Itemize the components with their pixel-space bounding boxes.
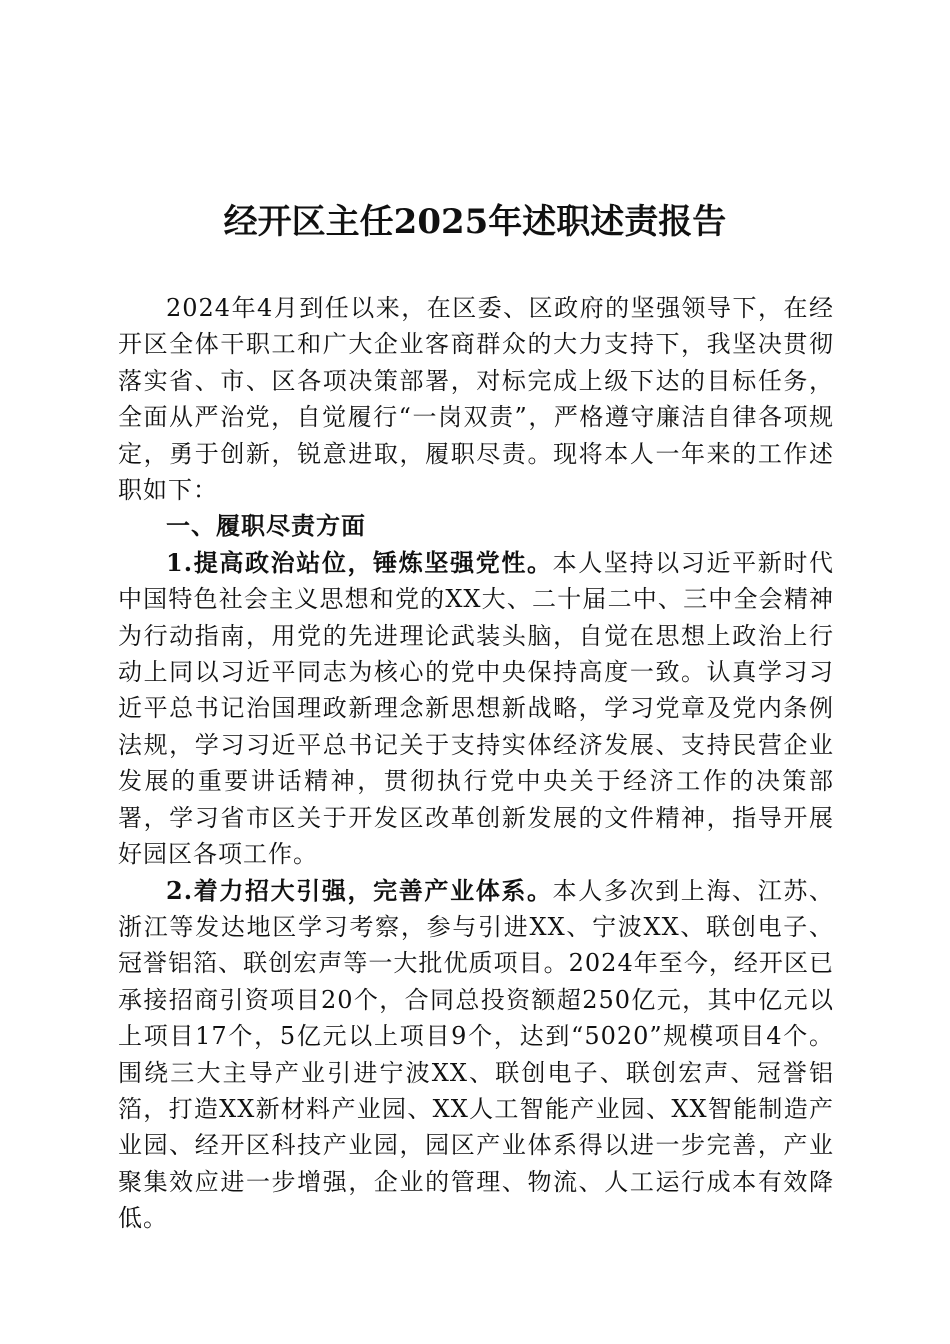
- item-2-text: 本人多次到上海、江苏、浙江等发达地区学习考察，参与引进XX、宁波XX、联创电子、冠誉铝箔、联创宏声等一大批优质项目。2024年至今，经开区已承接招商引资项目20个，合同总投资额超250亿元，其中亿元以上项目17个，5亿元以上项目9个，达到“5020”规模项目4个。围绕三大主导产业引进宁波XX、联创电子、联创宏声、冠誉铝箔，打造XX新材料产业园、XX人工智能产业园、XX智能制造产业园、经开区科技产业园，园区产业体系得以进一步完善，产业聚集效应进一步增强，企业的管理、物流、人工运行成本有效降低。: [118, 876, 834, 1233]
- item-1-lead: 1.提高政治站位，锤炼坚强党性。: [166, 547, 553, 577]
- intro-paragraph: 2024年4月到任以来，在区委、区政府的坚强领导下，在经开区全体干职工和广大企业客商群众的大力支持下，我坚决贯彻落实省、市、区各项决策部署，对标完成上级下达的目标任务，全面从严治党，自觉履行“一岗双责”，严格遵守廉洁自律各项规定，勇于创新，锐意进取，履职尽责。现将本人一年来的工作述职如下：: [118, 294, 834, 505]
- item-2-paragraph: [118, 873, 834, 1237]
- section-heading: 一、履职尽责方面: [166, 511, 366, 541]
- item-2-lead: 2.着力招大引强，完善产业体系。: [166, 875, 553, 905]
- item-1-paragraph: [118, 545, 834, 873]
- document-body: [118, 290, 834, 1237]
- document-title: 经开区主任2025年述职述责报告: [223, 202, 727, 242]
- item-1-text: 本人坚持以习近平新时代中国特色社会主义思想和党的XX大、二十届二中、三中全会精神为行动指南，用党的先进理论武装头脑，自觉在思想上政治上行动上同以习近平同志为核心的党中央保持高度一致。认真学习习近平总书记治国理政新理念新思想新战略，学习党章及党内条例法规，学习习近平总书记关于支持实体经济发展、支持民营企业发展的重要讲话精神，贯彻执行党中央关于经济工作的决策部署，学习省市区关于开发区改革创新发展的文件精神，指导开展好园区各项工作。: [118, 548, 834, 869]
